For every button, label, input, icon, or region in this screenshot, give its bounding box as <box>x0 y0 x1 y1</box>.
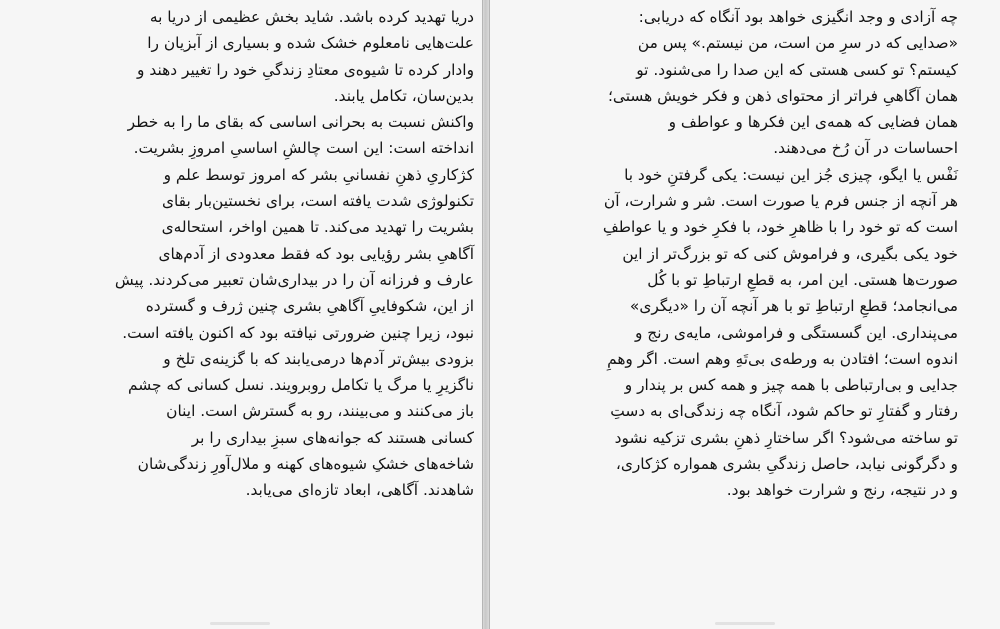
left-page-text-line: نبود، زیرا چنین ضرورتی نیافته بود که اکنون یافته است. <box>122 323 474 342</box>
left-page-text-line: بشریت را تهدید می‌کند. تا همین اواخر، استحاله‌ی <box>161 218 474 237</box>
right-page-text-line: جدایی و بی‌ارتباطی با همه چیز و همه کس بر پندار و <box>624 376 958 395</box>
book-gutter <box>482 0 490 629</box>
right-page-text-line: تو ساخته می‌شود؟ اگر ساختارِ ذهنِ بشری تزکیه نشود <box>614 428 958 447</box>
right-page-text-line: هر آنچه از جنس فرم یا صورت است. شر و شرارت، آن <box>603 192 958 211</box>
left-page-text-line: بزودی بیش‌تر آدم‌ها درمی‌یابند که با گزینه‌ی تلخ و <box>163 349 474 368</box>
left-page-text-line: شاخه‌های خشکِ شیوه‌های کهنه و ملال‌آورِ زندگی‌شان <box>137 455 474 474</box>
left-page-text-line: کسانی هستند که جوانه‌های سبزِ بیداری را بر <box>191 428 474 447</box>
right-page-text-line: است که تو خود را با ظاهرِ خود، با فکرِ خود و یا عواطفِ <box>602 218 958 237</box>
right-page-text-line: می‌پنداری. این گسستگی و فراموشی، مایه‌ی رنج و <box>634 323 958 342</box>
right-page-text-line: «صدایی که در سرِ من است، من نیستم.» پس من <box>637 34 958 53</box>
left-page-paragraph <box>16 4 474 109</box>
right-page-text <box>534 4 958 504</box>
left-page-text-line: کژکاریِ ذهنِ نفسانیِ بشر که امروز توسط علم و <box>163 165 474 184</box>
right-page-text-line: همان آگاهیِ فراتر از محتوای ذهن و فکر خویش هستی؛ <box>607 86 958 105</box>
left-page-text <box>16 4 474 504</box>
left-page-text-line: از این، شکوفاییِ آگاهیِ بشری چنین ژرف و گسترده <box>145 297 474 316</box>
right-page-text-line: و دگرگونی نیابد، حاصل زندگیِ بشری همواره کژکاری، <box>615 455 958 474</box>
left-page-text-line: دریا تهدید کرده باشد. شاید بخش عظیمی از دریا به <box>149 8 474 26</box>
left-page-text-line: انداخته است: این است چالشِ اساسیِ امروزِ بشریت. <box>133 139 474 158</box>
left-page-text-line: واکنش نسبت به بحرانی اساسی که بقای ما را به خطر <box>127 113 474 132</box>
right-page-text-line: صورت‌ها هستی. این امر، به قطعِ ارتباطِ تو با کُل <box>647 270 958 289</box>
left-page <box>0 0 482 629</box>
left-page-text-line: آگاهیِ بشر رؤیایی بود که فقط معدودی از آدم‌های <box>158 244 474 263</box>
right-page-text-line: احساسات در آن رُخ می‌دهند. <box>773 139 958 158</box>
left-page-paragraph <box>16 109 474 503</box>
right-page-footer-mark <box>715 622 775 625</box>
left-page-text-line: باز می‌کنند و می‌بینند، رو به گسترش است. اینان <box>166 402 474 421</box>
right-page <box>490 0 1000 629</box>
right-page-text-line: رفتار و گفتارِ تو حاکم شود، آنگاه چه زندگی‌ای به دستِ <box>610 402 958 421</box>
right-page-text-line: کیستم؟ تو کسی هستی که این صدا را می‌شنود. تو <box>636 60 958 79</box>
right-page-paragraph <box>534 4 958 162</box>
right-page-text-line: می‌انجامد؛ قطعِ ارتباطِ تو با هر آنچه آن را «دیگری» <box>629 297 958 316</box>
left-page-text-line: بدین‌سان، تکامل یابند. <box>333 86 474 105</box>
left-page-text-line: عارف و فرزانه آن را در بیداری‌شان تعبیر می‌کردند. پیش <box>114 270 474 289</box>
left-page-text-line: تکنولوژی شدت یافته است، برای نخستین‌بار بقای <box>161 192 474 211</box>
left-page-footer-mark <box>210 622 270 625</box>
right-page-text-line: چه آزادی و وجد انگیزی خواهد بود آنگاه که دریابی: <box>638 8 958 26</box>
right-page-text-line: اندوه است؛ افتادن به ورطه‌ی بی‌تَهِ وهم است. اگر وهمِ <box>607 349 958 368</box>
right-page-text-line: و در نتیجه، رنج و شرارت خواهد بود. <box>726 481 958 500</box>
left-page-text-line: ناگزیرِ یا مرگ یا تکامل روبرویند. نسل کسانی که چشم <box>128 376 474 395</box>
left-page-text-line: وادار کرده تا شیوه‌ی معتادِ زندگیِ خود را تغییر دهند و <box>137 60 474 79</box>
right-page-text-line: همان فضایی که همه‌ی این فکرها و عواطف و <box>668 113 958 132</box>
right-page-text-line: نَفْس یا ایگو، چیزی جُز این نیست: یکی گرفتنِ خود با <box>624 165 958 184</box>
right-page-text-line: خود یکی بگیری، و فراموش کنی که تو بزرگ‌تر از این <box>622 244 958 263</box>
left-page-text-line: علت‌هایی نامعلوم خشک شده و بسیاری از آبزیان را <box>147 34 474 53</box>
left-page-text-line: شاهدند. آگاهی، ابعاد تازه‌ای می‌یابد. <box>245 481 474 500</box>
right-page-paragraph <box>534 162 958 504</box>
